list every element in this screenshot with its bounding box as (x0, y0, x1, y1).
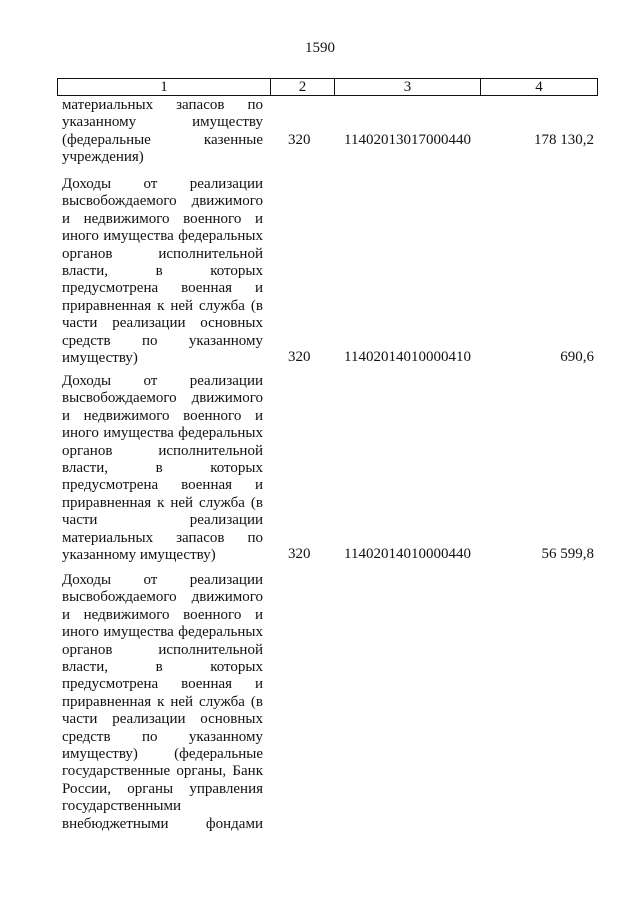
description-line: материальных запасов по (62, 529, 263, 546)
description-line: высвобождаемого движимого (62, 390, 263, 407)
row-description (62, 97, 263, 167)
description-line: власти, в которых (62, 263, 263, 280)
row-amount: 178 130,2 (534, 132, 594, 148)
description-line: учреждения) (62, 149, 144, 166)
header-col-3: 3 (335, 79, 481, 95)
description-line: (федеральные казенные (62, 131, 263, 148)
description-line: высвобождаемого движимого (62, 193, 263, 210)
description-line: предусмотрена военная и (62, 477, 263, 494)
description-line: и недвижимого военного и (62, 407, 263, 424)
description-line: указанному имуществу) (62, 547, 216, 564)
header-col-1: 1 (58, 79, 271, 95)
description-line: Доходы от реализации (62, 176, 263, 192)
description-line: приравненная к ней служба (в (62, 693, 263, 710)
description-line: внебюджетными фондами (62, 815, 263, 832)
header-col-2: 2 (271, 79, 335, 95)
row-code: 320 (288, 349, 311, 365)
description-line: России, органы управления (62, 780, 263, 797)
description-line: иного имущества федеральных (62, 624, 263, 641)
description-line: части реализации основных (62, 315, 263, 332)
description-line: части реализации основных (62, 711, 263, 728)
row-description (62, 572, 263, 833)
description-line: указанному имуществу (62, 114, 263, 131)
row-kbk: 11402014010000410 (344, 349, 471, 365)
description-line: Доходы от реализации (62, 572, 263, 588)
description-line: приравненная к ней служба (в (62, 494, 263, 511)
description-line: высвобождаемого движимого (62, 589, 263, 606)
row-code: 320 (288, 546, 311, 562)
description-line: иного имущества федеральных (62, 425, 263, 442)
description-line: иного имущества федеральных (62, 228, 263, 245)
table-header-row (57, 78, 598, 96)
description-line: материальных запасов по (62, 97, 263, 113)
row-code: 320 (288, 132, 311, 148)
description-line: власти, в которых (62, 460, 263, 477)
row-kbk: 11402013017000440 (344, 132, 471, 148)
description-line: органов исполнительной (62, 641, 263, 658)
description-line: предусмотрена военная и (62, 280, 263, 297)
description-line: государственные органы, Банк (62, 763, 263, 780)
description-line: имуществу) (62, 350, 138, 367)
row-amount: 690,6 (560, 349, 594, 365)
description-line: части реализации (62, 512, 263, 529)
description-line: имуществу) (федеральные (62, 746, 263, 763)
row-kbk: 11402014010000440 (344, 546, 471, 562)
description-line: средств по указанному (62, 332, 263, 349)
description-line: и недвижимого военного и (62, 210, 263, 227)
row-description (62, 373, 263, 564)
header-col-4: 4 (535, 79, 543, 95)
description-line: приравненная к ней служба (в (62, 297, 263, 314)
description-line: органов исполнительной (62, 442, 263, 459)
description-line: власти, в которых (62, 659, 263, 676)
description-line: предусмотрена военная и (62, 676, 263, 693)
page-number: 1590 (305, 40, 335, 56)
description-line: органов исполнительной (62, 245, 263, 262)
row-amount: 56 599,8 (541, 546, 594, 562)
description-line: государственными (62, 798, 181, 815)
description-line: Доходы от реализации (62, 373, 263, 389)
row-description (62, 176, 263, 367)
description-line: средств по указанному (62, 728, 263, 745)
description-line: и недвижимого военного и (62, 606, 263, 623)
